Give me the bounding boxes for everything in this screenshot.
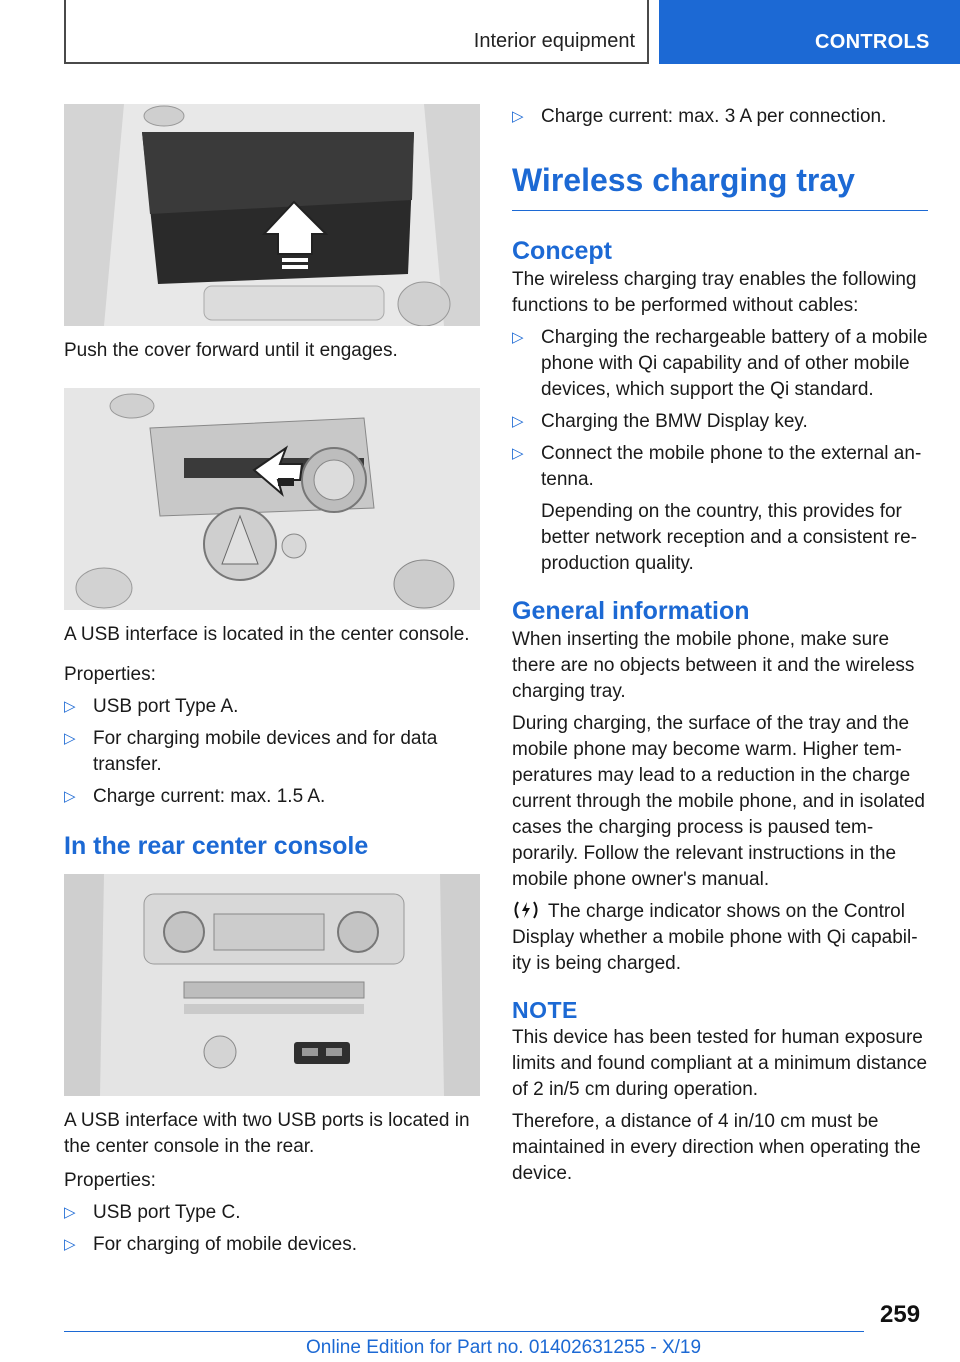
heading-note: NOTE	[512, 997, 578, 1023]
caption-usb-rear: A USB interface with two USB ports is located in the center console in the rear.	[64, 1110, 470, 1157]
list-item: ▷ Connect the mobile phone to the external antenna.	[512, 443, 922, 490]
heading-general-information: General information	[512, 597, 750, 625]
general-paragraph-3: The charge indicator shows on the Control Display whether a mobile phone with Qi capability is being charged.	[512, 901, 918, 974]
general-paragraph-2: During charging, the surface of the tray and the mobile phone may become warm. Higher temperatures may lead to a reduction in the charge current through the mobile phone, and in isolated cases the charging process is paused temporarily. Follow the relevant instructions in the mobile phone owner's manual.	[512, 713, 925, 890]
concept-text: The wireless charging tray enables the following functions to be performed without cables:	[512, 269, 917, 316]
list-item: ▷ Charge current: max. 3 A per connection.	[512, 104, 928, 130]
header-chapter-label: CONTROLS	[815, 31, 930, 53]
triangle-bullet-icon: ▷	[512, 413, 524, 430]
triangle-bullet-icon: ▷	[64, 698, 76, 715]
heading-rear-console: In the rear center console	[64, 832, 369, 860]
header-section-title: Interior equipment	[473, 30, 635, 52]
list-item: ▷ For charging of mobile devices.	[64, 1232, 480, 1258]
note-paragraph-2: Therefore, a distance of 4 in/10 cm must be maintained in every direction when operating the device.	[512, 1111, 921, 1184]
footer-divider	[64, 1331, 864, 1332]
properties-label-1: Properties:	[64, 664, 156, 685]
caption-usb-front: A USB interface is located in the center console.	[64, 624, 470, 645]
triangle-bullet-icon: ▷	[64, 1204, 76, 1221]
list-item: ▷ Charging the rechargeable battery of a mobile phone with Qi capability and of other mobile devices, which support the Qi standard.	[512, 327, 928, 400]
properties-label-2: Properties:	[64, 1170, 156, 1191]
section-title: Wireless charging tray	[512, 160, 928, 211]
triangle-bullet-icon: ▷	[512, 108, 524, 125]
properties-list-2	[64, 1200, 480, 1258]
rear-properties-continued	[512, 104, 928, 130]
header-section-box	[64, 0, 649, 64]
properties-list-1	[64, 694, 480, 810]
triangle-bullet-icon: ▷	[64, 788, 76, 805]
triangle-bullet-icon: ▷	[512, 445, 524, 462]
footer-edition-text: Online Edition for Part no. 01402631255 - X/19	[306, 1337, 702, 1358]
cover-photo	[64, 104, 480, 326]
page-number: 259	[880, 1301, 921, 1328]
concept-list	[512, 325, 928, 493]
header-chapter-tab	[659, 0, 960, 64]
usb-front-photo	[64, 388, 480, 610]
left-column	[64, 104, 480, 1258]
list-item: ▷ USB port Type A.	[64, 694, 480, 720]
list-item: ▷ USB port Type C.	[64, 1200, 480, 1226]
right-column	[512, 104, 928, 1187]
list-item: ▷ Charge current: max. 1.5 A.	[64, 784, 480, 810]
triangle-bullet-icon: ▷	[512, 329, 524, 346]
triangle-bullet-icon: ▷	[64, 1236, 76, 1253]
caption-cover: Push the cover forward until it engages.	[64, 340, 398, 361]
list-item: ▷ Charging the BMW Display key.	[512, 409, 928, 435]
usb-rear-photo	[64, 874, 480, 1096]
general-paragraph-1: When inserting the mobile phone, make sure there are no objects between it and the wireless charging tray.	[512, 629, 915, 702]
triangle-bullet-icon: ▷	[64, 730, 76, 747]
note-paragraph-1: This device has been tested for human exposure limits and found compliant at a minimum distance of 2 in/5 cm during operation.	[512, 1027, 928, 1100]
concept-subtext: Depending on the country, this provides for better network reception and a consistent reproduction quality.	[541, 501, 917, 574]
heading-concept: Concept	[512, 237, 612, 265]
list-item: ▷ For charging mobile devices and for data transfer.	[64, 728, 438, 775]
charge-indicator-icon	[512, 900, 540, 920]
